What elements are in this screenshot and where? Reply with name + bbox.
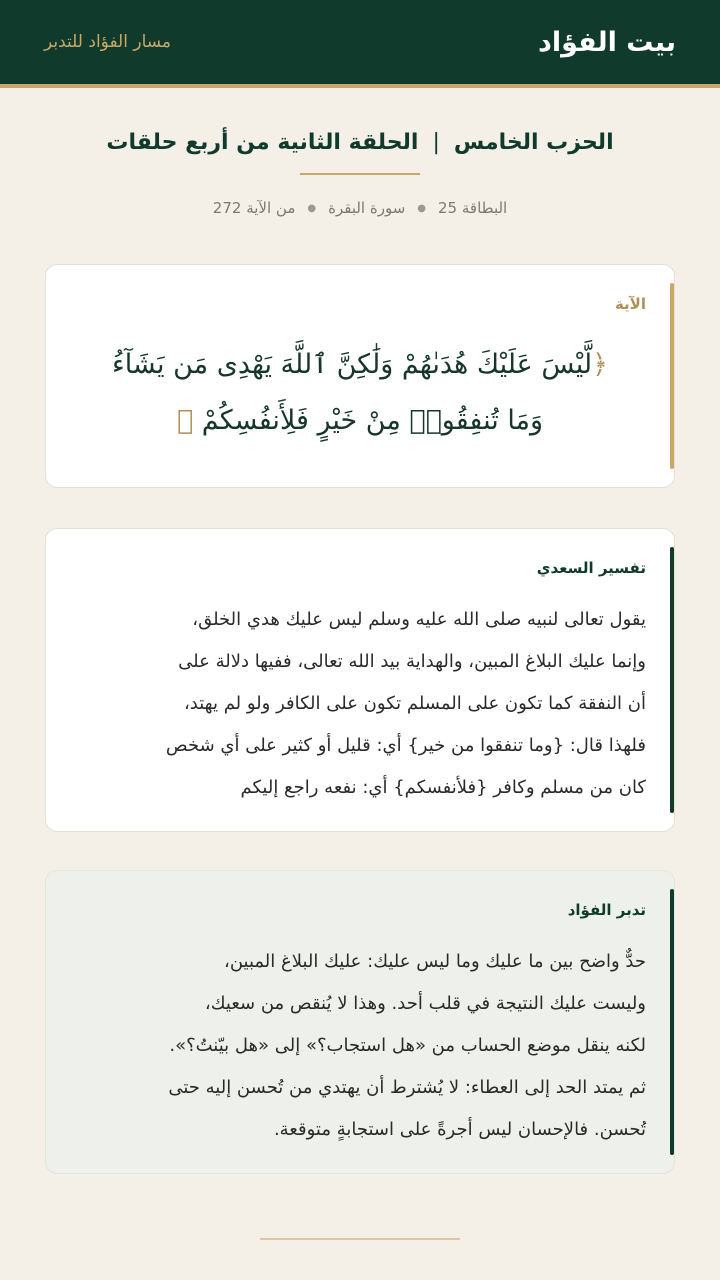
footer-divider xyxy=(260,1238,460,1240)
app-subtitle[interactable]: مسار الفؤاد للتدبر xyxy=(44,32,172,52)
from-ayah: من الآية 272 xyxy=(212,199,296,217)
ayah-open-bracket: ﴿ xyxy=(592,349,608,380)
ayah-card xyxy=(45,264,675,488)
ayah-label: الآية xyxy=(614,295,646,313)
section-title xyxy=(0,130,720,155)
tafsir-text xyxy=(70,599,646,809)
tadabbur-text xyxy=(70,941,646,1151)
card-accent-bar xyxy=(670,889,674,1155)
tadabbur-line: ثم يمتد الحد إلى العطاء: لا يُشترط أن يهتدي من تُحسن إليه حتى xyxy=(168,1077,646,1098)
tadabbur-line: وليست عليك النتيجة في قلب أحد. وهذا لا يُنقص من سعيك، xyxy=(204,993,646,1014)
card-accent-bar xyxy=(670,547,674,813)
tadabbur-line: لكنه ينقل موضع الحساب من «هل استجاب؟» إلى «هل بيّنتُ؟». xyxy=(169,1035,646,1056)
tafsir-card xyxy=(45,528,675,832)
tafsir-line: يقول تعالى لنبيه صلى الله عليه وسلم ليس عليك هدي الخلق، xyxy=(192,609,646,630)
hizb-title: الحزب الخامس xyxy=(453,130,614,155)
ayah-line-2-text: وَمَا تُنفِقُوا۟ مِنْ خَيْرٍ فَلِأَنفُسِكُمْ xyxy=(201,405,544,436)
app-title: بيت الفؤاد xyxy=(537,26,676,58)
tafsir-line: أن النفقة كما تكون على المسلم تكون على الكافر ولو لم يهتد، xyxy=(183,693,646,714)
meta-dot-icon: ● xyxy=(417,202,427,214)
ayah-line-2 xyxy=(74,393,646,449)
card-meta xyxy=(0,199,720,217)
ayah-text xyxy=(74,337,646,449)
tadabbur-card xyxy=(45,870,675,1174)
tafsir-line: كان من مسلم وكافر {فلأنفسكم} أي: نفعه راجع إليكم xyxy=(240,777,646,798)
tafsir-label: تفسير السعدي xyxy=(536,559,646,577)
tafsir-line: وإنما عليك البلاغ المبين، والهداية بيد الله تعالى، ففيها دلالة على xyxy=(178,651,646,672)
card-number: البطاقة 25 xyxy=(438,199,508,217)
tadabbur-line: تُحسن. فالإحسان ليس أجرةً على استجابةٍ متوقعة. xyxy=(273,1119,646,1140)
section-heading xyxy=(0,130,720,217)
app-header xyxy=(0,0,720,88)
meta-dot-icon: ● xyxy=(307,202,317,214)
ayah-close-bracket: ﴾ xyxy=(176,405,194,436)
tafsir-line: فلهذا قال: {وما تنفقوا من خير} أي: قليل أو كثير على أي شخص xyxy=(165,735,646,756)
ayah-line-1 xyxy=(74,337,646,393)
episode-title: الحلقة الثانية من أربع حلقات xyxy=(106,130,419,155)
title-divider xyxy=(300,173,420,175)
surah-name: سورة البقرة xyxy=(328,199,406,217)
title-separator: | xyxy=(432,130,440,155)
card-accent-bar xyxy=(670,283,674,469)
tadabbur-label: تدبر الفؤاد xyxy=(567,901,646,919)
ayah-line-1-text: لَّيْسَ عَلَيْكَ هُدَىٰهُمْ وَلَٰكِنَّ ٱللَّهَ يَهْدِى مَن يَشَآءُ xyxy=(112,349,593,380)
tadabbur-line: حدٌّ واضح بين ما عليك وما ليس عليك: عليك البلاغ المبين، xyxy=(224,951,646,972)
